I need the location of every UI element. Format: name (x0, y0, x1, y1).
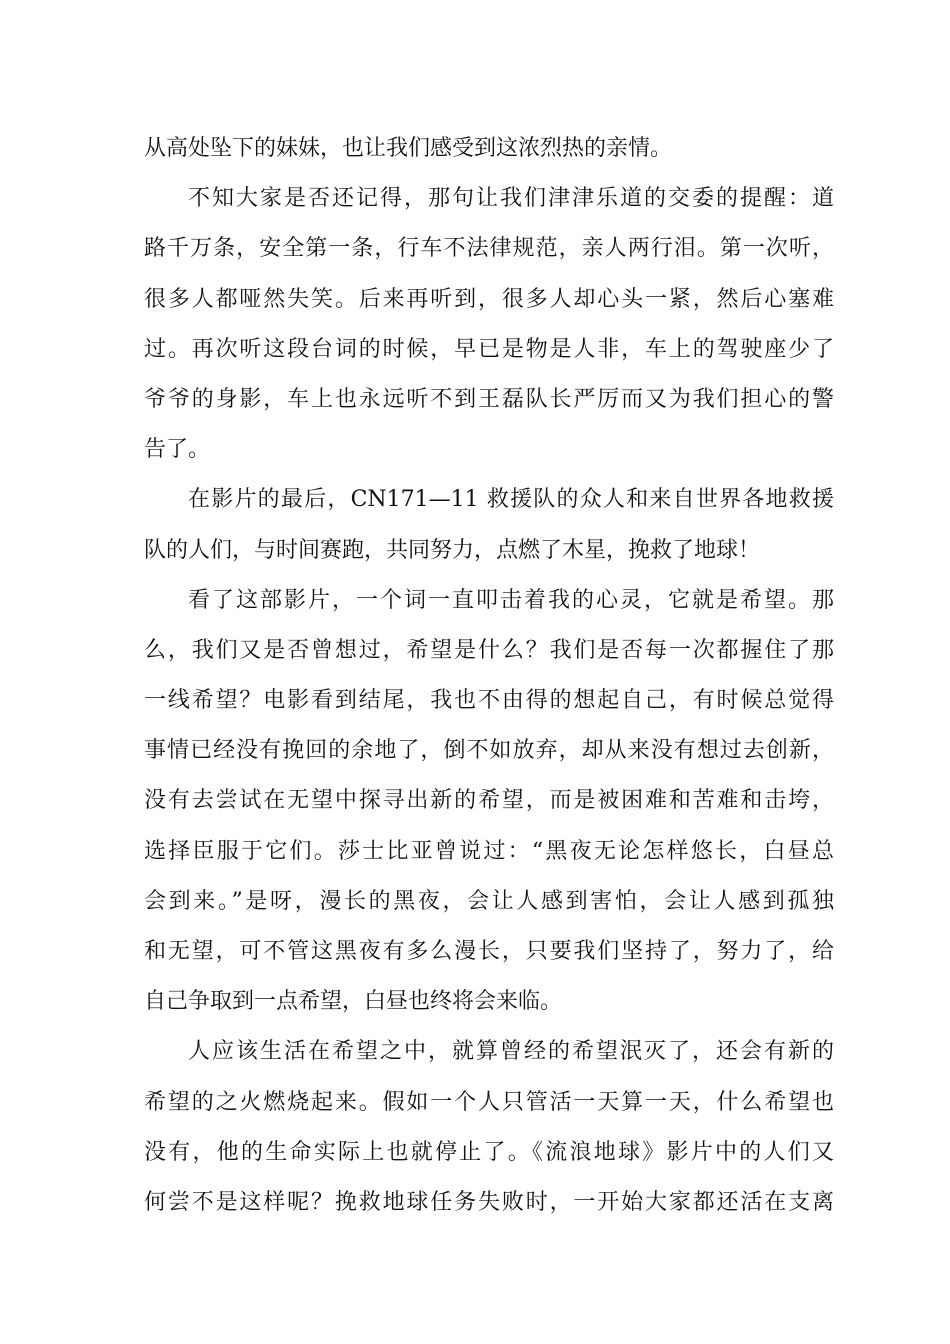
text-line: 何尝不是这样呢？挽救地球任务失败时，一开始大家都还活在支离 (144, 1189, 834, 1215)
text-line: 事情已经没有挽回的余地了，倒不如放弃，却从来没有想过去创新， (144, 738, 834, 764)
text-line: 选择臣服于它们。莎士比亚曾说过：“黑夜无论怎样悠长，白昼总 (144, 838, 834, 864)
text-line: 么，我们又是否曾想过，希望是什么？我们是否每一次都握住了那 (144, 637, 834, 663)
text-line: 告了。 (144, 437, 211, 463)
text-line: 在影片的最后，CN171—11 救援队的众人和来自世界各地救援 (188, 487, 834, 513)
text-line: 从高处坠下的妹妹，也让我们感受到这浓烈热的亲情。 (144, 136, 673, 161)
text-line: 希望的之火燃烧起来。假如一个人只管活一天算一天，什么希望也 (144, 1089, 834, 1115)
text-line: 没有，他的生命实际上也就停止了。《流浪地球》影片中的人们又 (144, 1139, 834, 1165)
text-line: 和无望，可不管这黑夜有多么漫长，只要我们坚持了，努力了，给 (144, 939, 834, 964)
text-line: 看了这部影片，一个词一直叩击着我的心灵，它就是希望。那 (188, 587, 834, 613)
text-line: 没有去尝试在无望中探寻出新的希望，而是被困难和苦难和击垮， (144, 788, 834, 814)
body-text (144, 124, 834, 1228)
text-line: 过。再次听这段台词的时候，早已是物是人非，车上的驾驶座少了 (144, 336, 834, 362)
text-line: 自己争取到一点希望，白昼也终将会来临。 (144, 989, 563, 1015)
text-line: 队的人们，与时间赛跑，共同努力，点燃了木星，挽救了地球！ (144, 537, 761, 563)
text-line: 会到来。”是呀，漫长的黑夜，会让人感到害怕，会让人感到孤独 (144, 888, 834, 914)
text-line: 路千万条，安全第一条，行车不法律规范，亲人两行泪。第一次听， (144, 236, 834, 262)
text-line: 人应该生活在希望之中，就算曾经的希望泯灭了，还会有新的 (188, 1039, 834, 1065)
text-line: 一线希望？电影看到结尾，我也不由得的想起自己，有时候总觉得 (144, 688, 834, 714)
text-line: 很多人都哑然失笑。后来再听到，很多人却心头一紧，然后心塞难 (144, 286, 834, 312)
text-line: 不知大家是否还记得，那句让我们津津乐道的交委的提醒：道 (188, 186, 834, 212)
text-line: 爷爷的身影，车上也永远听不到王磊队长严厉而又为我们担心的警 (144, 386, 834, 412)
